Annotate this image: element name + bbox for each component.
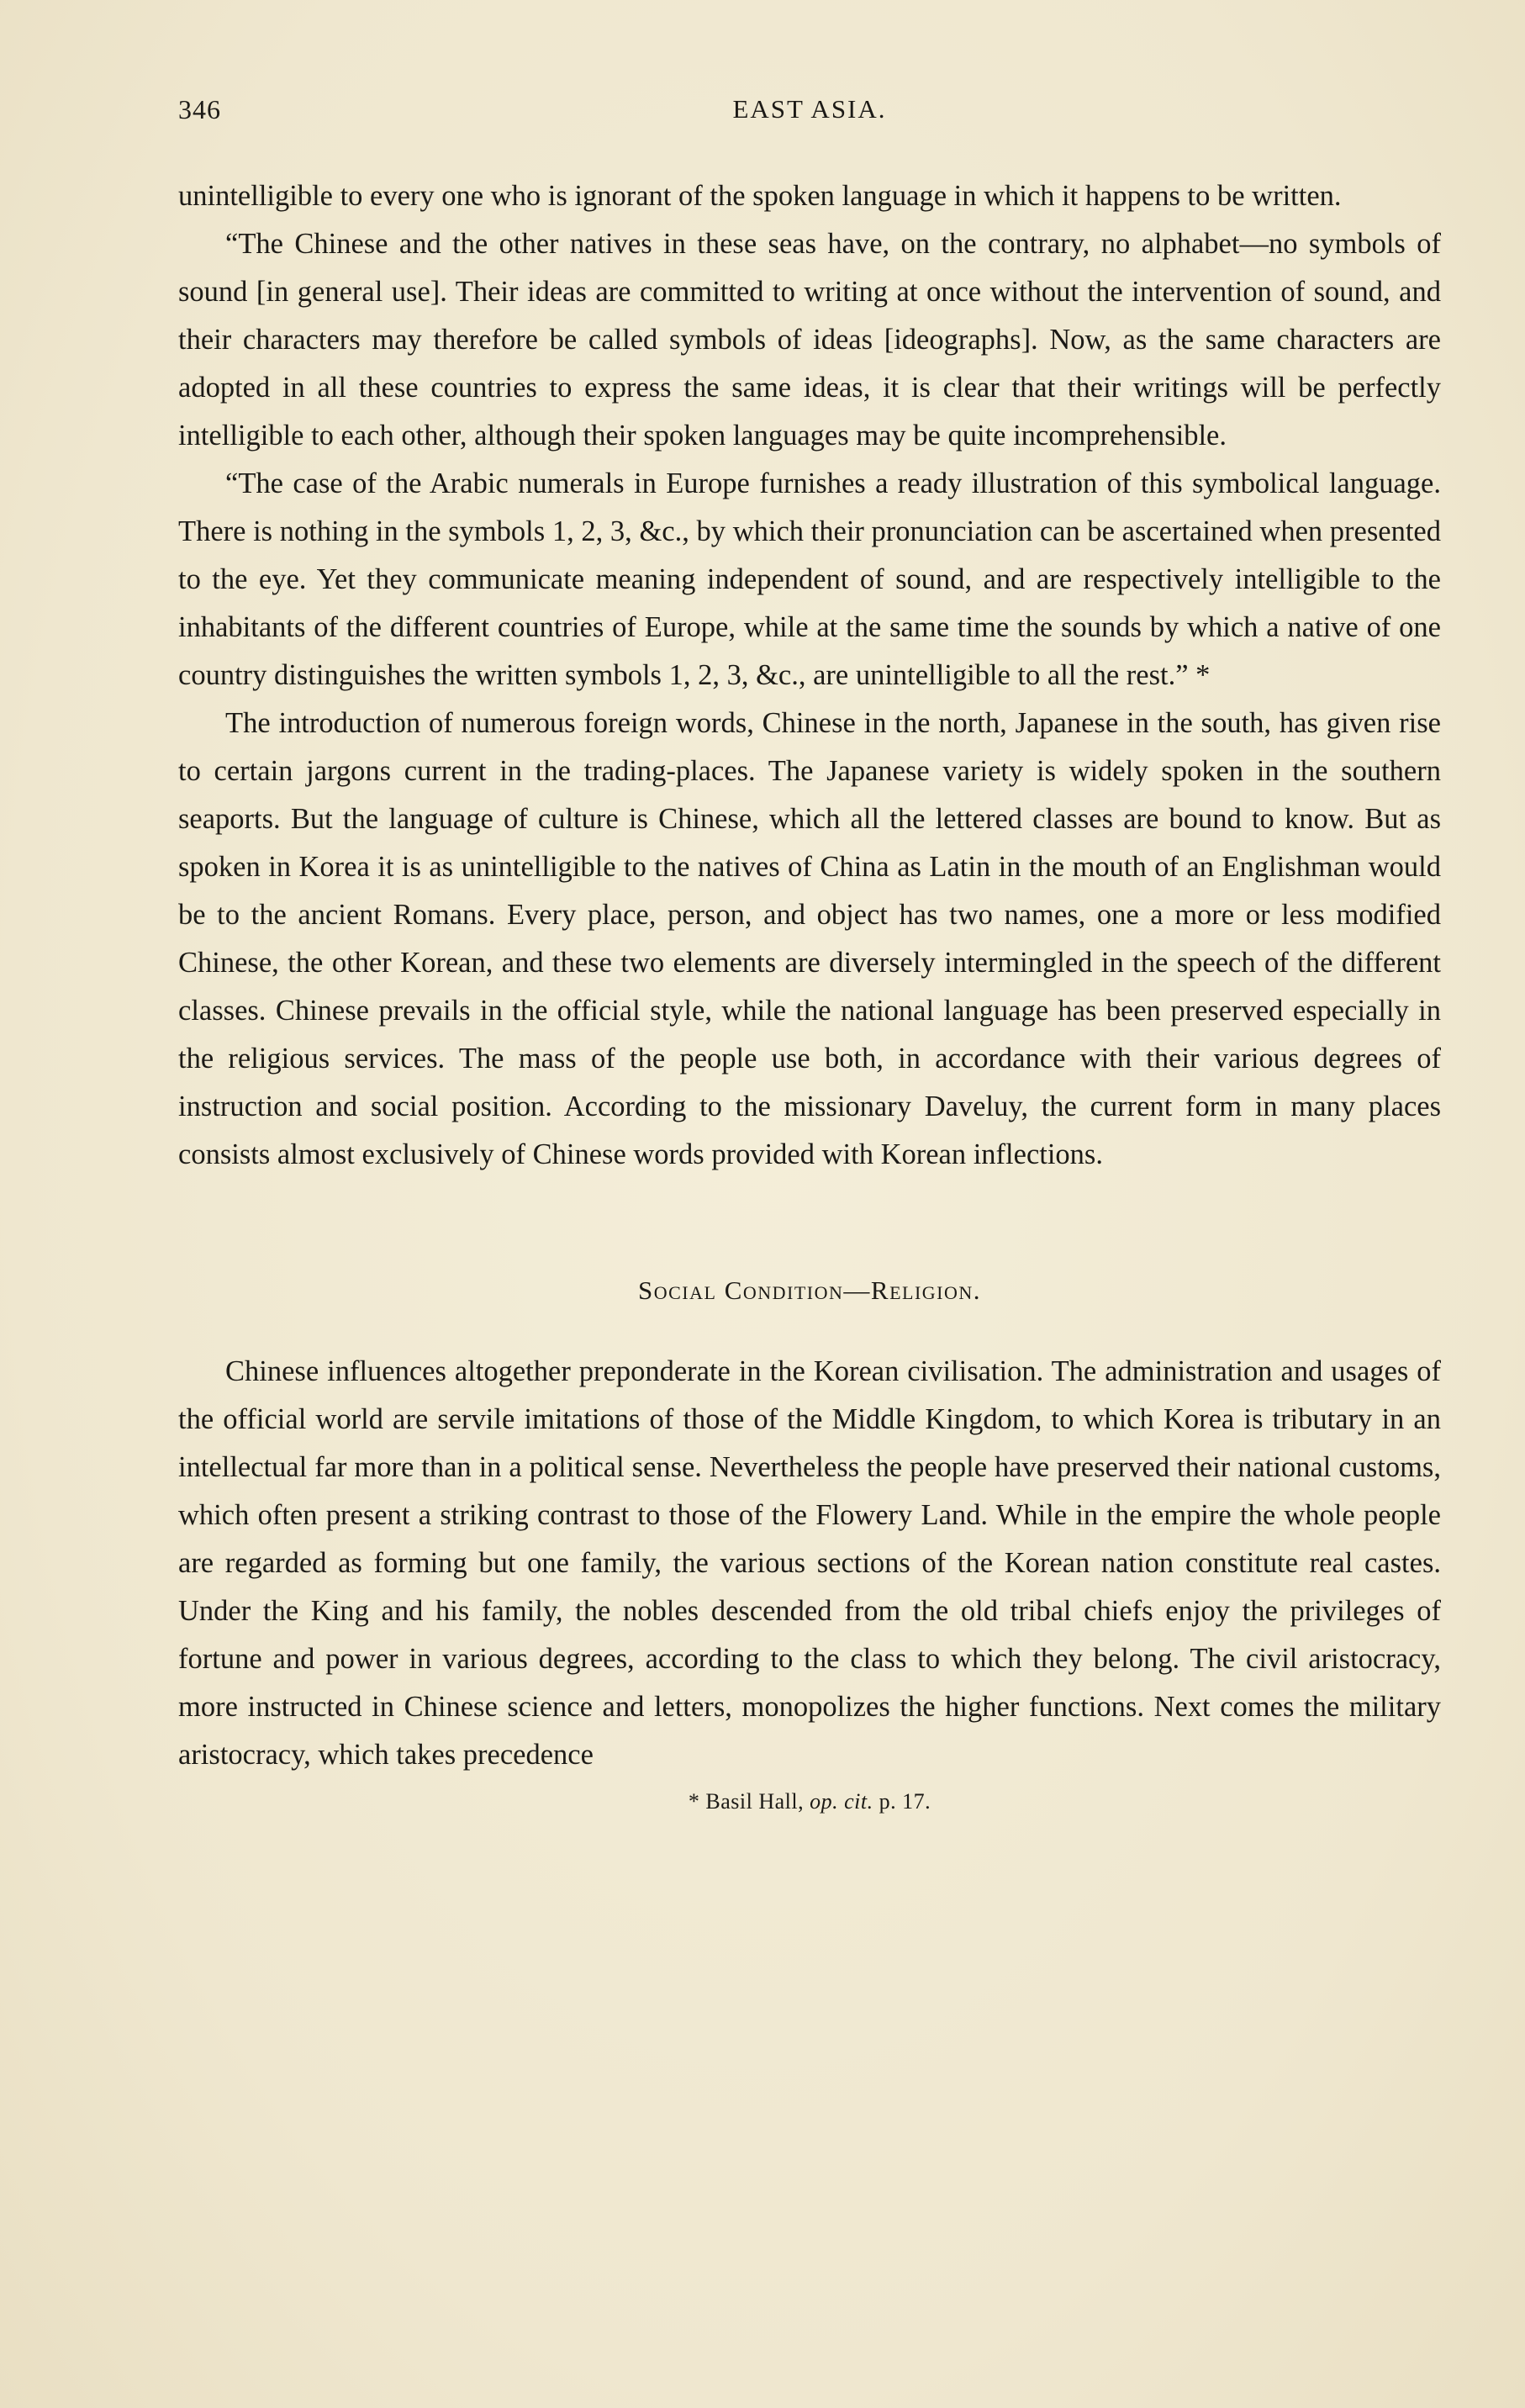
main-text <box>178 172 1441 1179</box>
footnote-citation: op. cit. <box>810 1789 873 1814</box>
footnote-page-ref: p. 17. <box>879 1789 931 1814</box>
footnote <box>178 1789 1441 1814</box>
paragraph: The introduction of numerous foreign words, Chinese in the north, Japanese in the south, has given rise to certain jargons current in the trading-places. The Japanese variety is widely spoken in the southern seaports. But the language of culture is Chinese, which all the lettered classes are bound to know. But as spoken in Korea it is as unintelligible to the natives of China as Latin in the mouth of an Englishman would be to the ancient Romans. Every place, person, and object has two names, one a more or less modified Chinese, the other Korean, and these two elements are diversely intermingled in the speech of the different classes. Chinese prevails in the official style, while the national language has been preserved especially in the religious services. The mass of the people use both, in accordance with their various degrees of instruction and social position. According to the missionary Daveluy, the current form in many places consists almost exclusively of Chinese words provided with Korean inflections. <box>178 707 1441 1170</box>
section-text <box>178 1348 1441 1779</box>
section-heading: Social Condition—Religion. <box>637 1275 982 1305</box>
paragraph: “The case of the Arabic numerals in Europe furnishes a ready illustration of this symbolical language. There is nothing in the symbols 1, 2, 3, &c., by which their pronunciation can be ascertained when presented to the eye. Yet they communicate meaning independent of sound, and are respectively intelligible to the inhabitants of the different countries of Europe, while at the same time the sounds by which a native of one country distinguishes the written symbols 1, 2, 3, &c., are unintelligible to all the rest.” * <box>178 467 1441 691</box>
paragraph: Chinese influences altogether preponderate in the Korean civilisation. The administration and usages of the official world are servile imitations of those of the Middle Kingdom, to which Korea is tributary in an intellectual far more than in a political sense. Nevertheless the people have preserved their national customs, which often present a striking contrast to those of the Flowery Land. While in the empire the whole people are regarded as forming but one family, the various sections of the Korean nation constitute real castes. Under the King and his family, the nobles descended from the old tribal chiefs enjoy the privileges of fortune and power in various degrees, according to the class to which they belong. The civil aristocracy, more instructed in Chinese science and letters, monopolizes the higher functions. Next comes the military aristocracy, which takes precedence <box>178 1355 1441 1771</box>
running-head: EAST ASIA. <box>732 94 887 124</box>
footnote-author: Basil Hall, <box>705 1789 805 1814</box>
footnote-marker: * <box>688 1789 700 1814</box>
page-number: 346 <box>178 94 221 124</box>
paragraph: unintelligible to every one who is ignorant of the spoken language in which it happens to be written. <box>178 180 1342 212</box>
page-header <box>178 94 1441 136</box>
paragraph: “The Chinese and the other natives in these seas have, on the contrary, no alphabet—no symbols of sound [in general use]. Their ideas are committed to writing at once without the intervention of sound, and their characters may therefore be called symbols of ideas [ideographs]. Now, as the same characters are adopted in all these countries to express the same ideas, it is clear that their writings will be perfectly intelligible to each other, although their spoken languages may be quite incomprehensible. <box>178 228 1441 452</box>
